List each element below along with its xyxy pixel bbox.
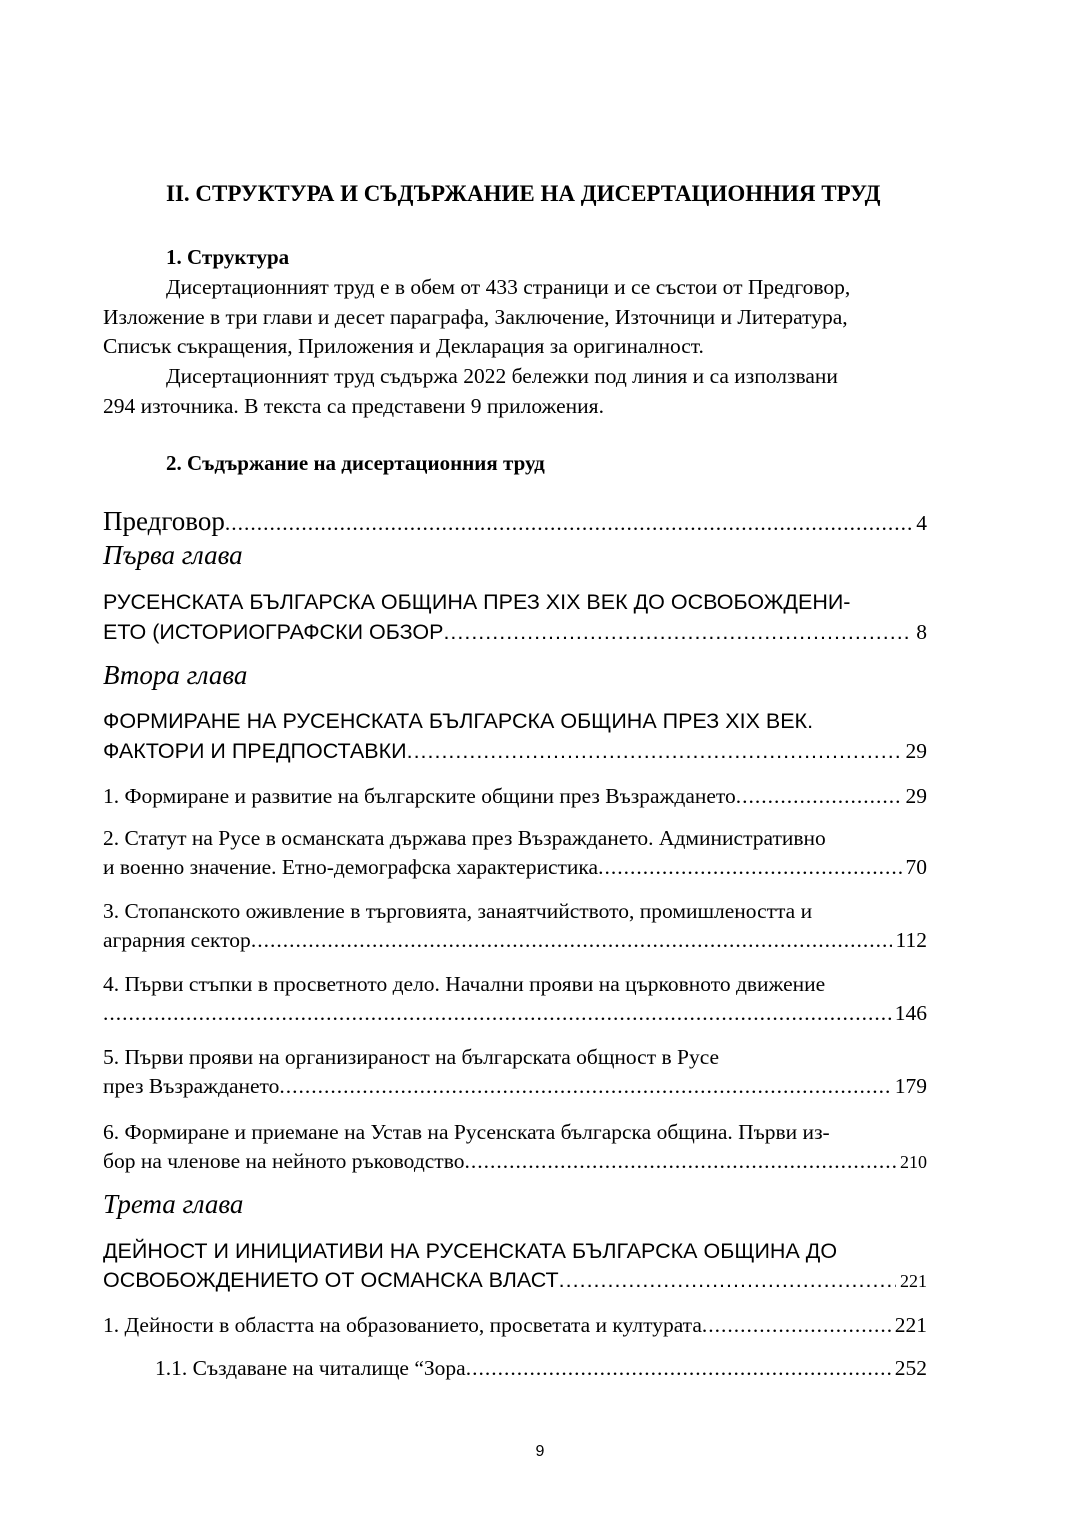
- toc-label: ФАКТОРИ И ПРЕДПОСТАВКИ: [103, 739, 407, 763]
- toc-label: 1. Формиране и развитие на българските общини през Възраждането: [103, 784, 736, 808]
- toc-leader: [736, 784, 902, 809]
- toc-entry-2-4: [103, 1001, 927, 1026]
- toc-page: 146: [894, 1001, 927, 1025]
- chapter-1-title: РУСЕНСКАТА БЪЛГАРСКА ОБЩИНА ПРЕЗ XIX ВЕК ДО ОСВОБОЖДЕНИ-: [103, 590, 851, 614]
- chapter-2-title: ФОРМИРАНЕ НА РУСЕНСКАТА БЪЛГАРСКА ОБЩИНА ПРЕЗ XIX ВЕК.: [103, 709, 814, 733]
- toc-leader: [443, 620, 912, 645]
- toc-label: Предговор: [103, 506, 225, 536]
- paragraph-line: Дисертационният труд съдържа 2022 бележки под линия и са използвани: [166, 364, 838, 388]
- toc-entry-chapter-1: [103, 620, 927, 645]
- toc-entry-2-6: [103, 1149, 927, 1174]
- chapter-2-name: Втора глава: [103, 660, 248, 690]
- toc-leader: [225, 511, 912, 536]
- toc-entry-3-1: [103, 1313, 927, 1338]
- toc-entry-3-1-1: [155, 1356, 927, 1381]
- toc-leader: [464, 1149, 896, 1174]
- toc-entry-chapter-2: [103, 739, 927, 764]
- toc-entry-2-6-line1: 6. Формиране и приемане на Устав на Русенската българска община. Първи из-: [103, 1120, 830, 1144]
- paragraph-line: 294 източника. В текста са представени 9 приложения.: [103, 393, 604, 418]
- toc-page: 29: [905, 784, 927, 808]
- toc-label: аграрния сектор: [103, 928, 251, 952]
- toc-entry-2-5-line1: 5. Първи прояви на организираност на българската общност в Русе: [103, 1045, 720, 1069]
- toc-entry-2-2: [103, 855, 927, 880]
- toc-label: и военно значение. Етно-демографска характеристика: [103, 855, 599, 879]
- toc-page: 252: [894, 1356, 927, 1380]
- toc-entry-2-3-line1: 3. Стопанското оживление в търговията, занаятчийството, промишлеността и: [103, 899, 813, 923]
- toc-entry-2-3: [103, 928, 927, 953]
- page-number: 9: [535, 1443, 545, 1460]
- paragraph-line: Списък съкращения, Приложения и Декларация за оригиналност.: [103, 334, 704, 358]
- toc-page: 29: [905, 739, 927, 763]
- toc-label: ОСВОБОЖДЕНИЕТО ОТ ОСМАНСКА ВЛАСТ: [103, 1268, 559, 1292]
- toc-entry-chapter-3: [103, 1268, 927, 1293]
- toc-page: 221: [900, 1271, 927, 1291]
- section-heading: II. СТРУКТУРА И СЪДЪРЖАНИЕ НА ДИСЕРТАЦИОННИЯ ТРУД: [166, 181, 881, 206]
- structure-title: 1. Структура: [166, 245, 290, 269]
- structure-paragraph-2: [103, 362, 980, 421]
- toc-leader: [559, 1268, 896, 1293]
- toc-page: 221: [894, 1313, 927, 1337]
- toc-page: 8: [916, 620, 927, 644]
- toc-leader: [598, 855, 901, 880]
- toc-label: бор на членове на нейното ръководство: [103, 1149, 465, 1173]
- toc-leader: [103, 1001, 891, 1026]
- toc-page: 70: [905, 855, 927, 879]
- toc-leader: [251, 928, 892, 953]
- toc-page: 112: [895, 928, 927, 952]
- toc-entry-2-4-line1: 4. Първи стъпки в просветното дело. Начални прояви на църковното движение: [103, 972, 826, 996]
- contents-title: 2. Съдържание на дисертационния труд: [166, 451, 545, 475]
- toc-entry-2-5: [103, 1074, 927, 1099]
- toc-entry-2-2-line1: 2. Статут на Русе в османската държава през Възраждането. Административно: [103, 826, 826, 850]
- toc-leader: [279, 1074, 890, 1099]
- toc-leader: [466, 1356, 891, 1381]
- toc-label: ЕТО (ИСТОРИОГРАФСКИ ОБЗОР: [103, 620, 444, 644]
- chapter-3-name: Трета глава: [103, 1189, 244, 1219]
- toc-label: 1. Дейности в областта на образованието, просветата и културата: [103, 1313, 702, 1337]
- toc-label: 1.1. Създаване на читалище “Зора: [155, 1356, 466, 1380]
- toc-page: 210: [900, 1152, 927, 1172]
- toc-page: 4: [916, 511, 927, 535]
- paragraph-line: Дисертационният труд е в обем от 433 страници и се състои от Предговор,: [166, 275, 851, 299]
- chapter-1-name: Първа глава: [103, 540, 243, 570]
- toc-label: през Възраждането: [103, 1074, 280, 1098]
- structure-paragraph-1: [103, 273, 980, 362]
- paragraph-line: Изложение в три глави и десет параграфа, Заключение, Източници и Литература,: [103, 304, 848, 329]
- toc-leader: [407, 739, 902, 764]
- toc-entry-preface: [103, 506, 927, 537]
- toc-page: 179: [894, 1074, 927, 1098]
- toc-entry-2-1: [103, 784, 927, 809]
- chapter-3-title: ДЕЙНОСТ И ИНИЦИАТИВИ НА РУСЕНСКАТА БЪЛГАРСКА ОБЩИНА ДО: [103, 1239, 838, 1263]
- toc-leader: [702, 1313, 891, 1338]
